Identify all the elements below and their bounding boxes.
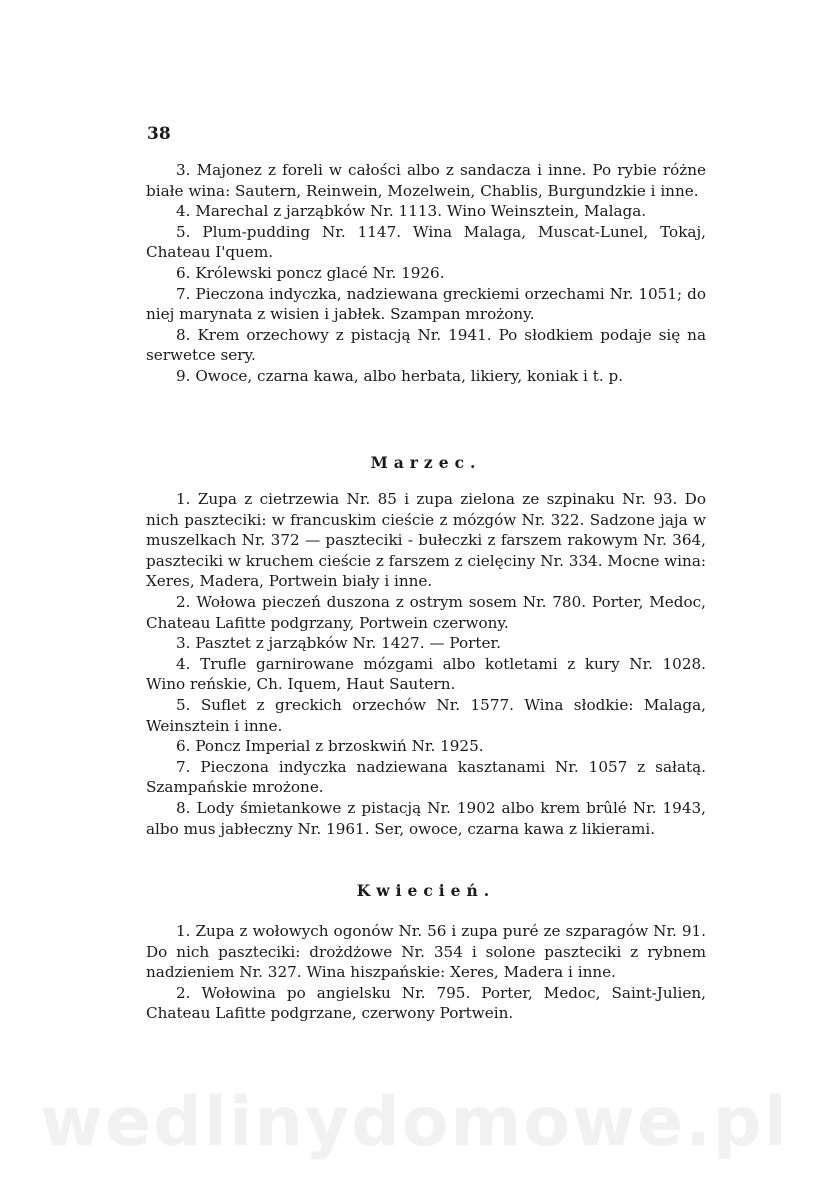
section-heading-april: Kwiecień. — [356, 881, 496, 900]
intro-section — [146, 160, 706, 387]
page-number: 38 — [147, 124, 171, 144]
list-item: 1. Zupa z cietrzewia Nr. 85 i zupa zielona ze szpinaku Nr. 93. Do nich paszteciki: w francuskim cieście z mózgów Nr. 322. Sadzone jaja w muszelkach Nr. 372 — paszteciki - bułeczki z farszem rakowym Nr. 364, paszteciki w kruchem cieście z farszem z cielęciny Nr. 334. Mocne wina: Xeres, Madera, Portwein biały i inne. — [146, 490, 706, 591]
list-item: 4. Trufle garnirowane mózgami albo kotletami z kury Nr. 1028. Wino reńskie, Ch. Iquem, Haut Sautern. — [146, 654, 706, 694]
list-item: 3. Pasztet z jarząbków Nr. 1427. — Porter. — [176, 634, 501, 653]
list-item: 5. Suflet z greckich orzechów Nr. 1577. Wina słodkie: Malaga, Weinsztein i inne. — [146, 695, 706, 735]
april-section — [146, 921, 706, 1024]
list-item: 2. Wołowina po angielsku Nr. 795. Porter, Medoc, Saint-Julien, Chateau Lafitte podgrzane, czerwony Portwein. — [146, 983, 706, 1023]
list-item: 9. Owoce, czarna kawa, albo herbata, likiery, koniak i t. p. — [176, 366, 624, 385]
list-item: 2. Wołowa pieczeń duszona z ostrym sosem Nr. 780. Porter, Medoc, Chateau Lafitte podgrzany, Portwein czerwony. — [146, 592, 706, 632]
march-section — [146, 489, 706, 839]
list-item: 7. Pieczona indyczka nadziewana kasztanami Nr. 1057 z sałatą. Szampańskie mrożone. — [146, 757, 706, 797]
list-item: 5. Plum-pudding Nr. 1147. Wina Malaga, Muscat-Lunel, Tokaj, Chateau I'quem. — [146, 222, 706, 262]
section-heading-march: Marzec. — [370, 453, 482, 472]
list-item: 3. Majonez z foreli w całości albo z sandacza i inne. Po rybie różne białe wina: Sautern, Reinwein, Mozelwein, Chablis, Burgundzkie i inne. — [146, 161, 706, 200]
list-item: 6. Królewski poncz glacé Nr. 1926. — [176, 263, 445, 282]
list-item: 4. Marechal z jarząbków Nr. 1113. Wino Weinsztein, Malaga. — [176, 202, 647, 221]
watermark: wedlinydomowe.pl — [40, 1083, 789, 1162]
list-item: 7. Pieczona indyczka, nadziewana greckiemi orzechami Nr. 1051; do niej marynata z wisien i jabłek. Szampan mrożony. — [146, 284, 706, 324]
list-item: 8. Lody śmietankowe z pistacją Nr. 1902 albo krem brûlé Nr. 1943, albo mus jabłeczny Nr. 1961. Ser, owoce, czarna kawa z likierami. — [146, 798, 706, 838]
list-item: 8. Krem orzechowy z pistacją Nr. 1941. Po słodkiem podaje się na serwetce sery. — [146, 325, 706, 365]
list-item: 6. Poncz Imperial z brzoskwiń Nr. 1925. — [176, 737, 484, 756]
list-item: 1. Zupa z wołowych ogonów Nr. 56 i zupa puré ze szparagów Nr. 91. Do nich paszteciki: drożdżowe Nr. 354 i solone paszteciki z rybnem nadzieniem Nr. 327. Wina hiszpańskie: Xeres, Madera i inne. — [146, 922, 706, 982]
